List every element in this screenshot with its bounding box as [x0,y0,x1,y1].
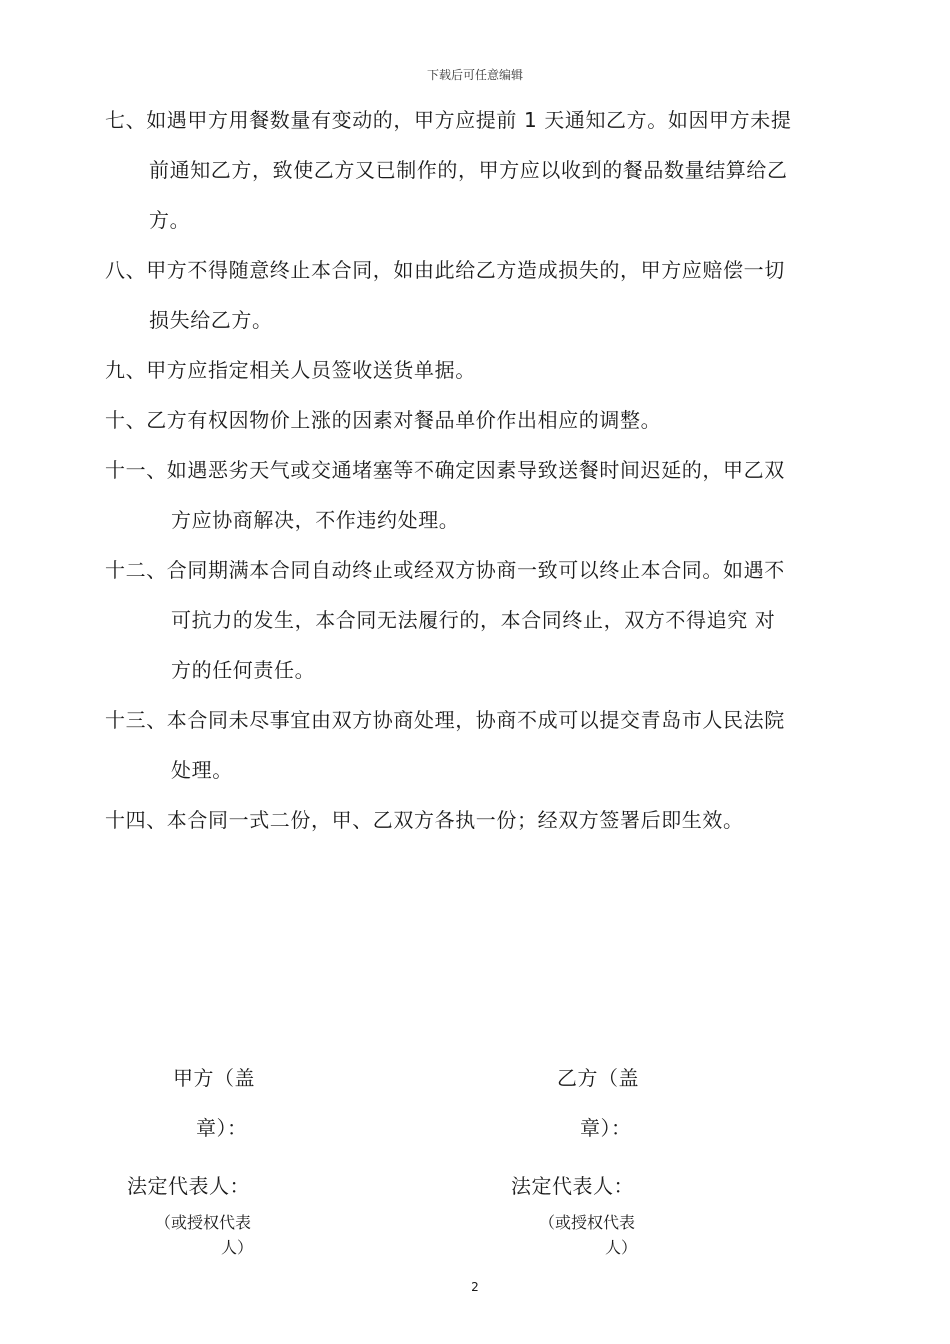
party-a-authorized-rep: （或授权代表 [155,1213,252,1232]
party-a-legal-rep: 法定代表人： [127,1174,250,1198]
party-a-seal-label-cont: 章）： [196,1116,248,1140]
clause-line: 方应协商解决，不作违约处理。 [171,508,460,532]
page-header: 下载后可任意编辑 [426,68,523,82]
clause-line: 十三、本合同未尽事宜由双方协商处理，协商不成可以提交青岛市人民法院 [105,708,785,732]
clause-13 [105,695,850,795]
page-number: 2 [471,1280,479,1294]
party-a-seal-label: 甲方（盖 [173,1066,255,1090]
clause-line: 前通知乙方，致使乙方又已制作的，甲方应以收到的餐品数量结算给乙 [149,158,788,182]
party-a-authorized-rep-cont: 人） [221,1238,254,1257]
party-b-seal-label-cont: 章）： [580,1116,632,1140]
clause-line: 十一、如遇恶劣天气或交通堵塞等不确定因素导致送餐时间迟延的，甲乙双 [105,458,785,482]
clause-line: 方的任何责任。 [171,658,316,682]
clause-line: 十、乙方有权因物价上涨的因素对餐品单价作出相应的调整。 [105,408,662,432]
party-b-authorized-rep: （或授权代表 [539,1213,636,1232]
clause-line: 九、甲方应指定相关人员签收送货单据。 [105,358,476,382]
clause-line: 十二、合同期满本合同自动终止或经双方协商一致可以终止本合同。如遇不 [105,558,785,582]
clause-10 [105,395,850,445]
clause-9 [105,345,850,395]
clause-line: 方。 [149,208,191,232]
clause-line: 损失给乙方。 [149,308,273,332]
clause-12 [105,545,850,695]
clause-line: 八、甲方不得随意终止本合同，如由此给乙方造成损失的，甲方应赔偿一切 [105,258,785,282]
clause-line: 处理。 [171,758,233,782]
clause-line: 可抗力的发生，本合同无法履行的，本合同终止，双方不得追究 对 [171,608,776,632]
clause-14 [105,795,850,845]
party-b-seal-label: 乙方（盖 [557,1066,639,1090]
clause-line: 十四、本合同一式二份，甲、乙双方各执一份；经双方签署后即生效。 [105,808,744,832]
party-b-legal-rep: 法定代表人： [511,1174,634,1198]
clause-7 [105,95,850,245]
clause-line: 七、如遇甲方用餐数量有变动的，甲方应提前 1 天通知乙方。如因甲方未提 [105,108,792,132]
clause-11 [105,445,850,545]
clause-8 [105,245,850,345]
party-b-authorized-rep-cont: 人） [605,1238,638,1257]
